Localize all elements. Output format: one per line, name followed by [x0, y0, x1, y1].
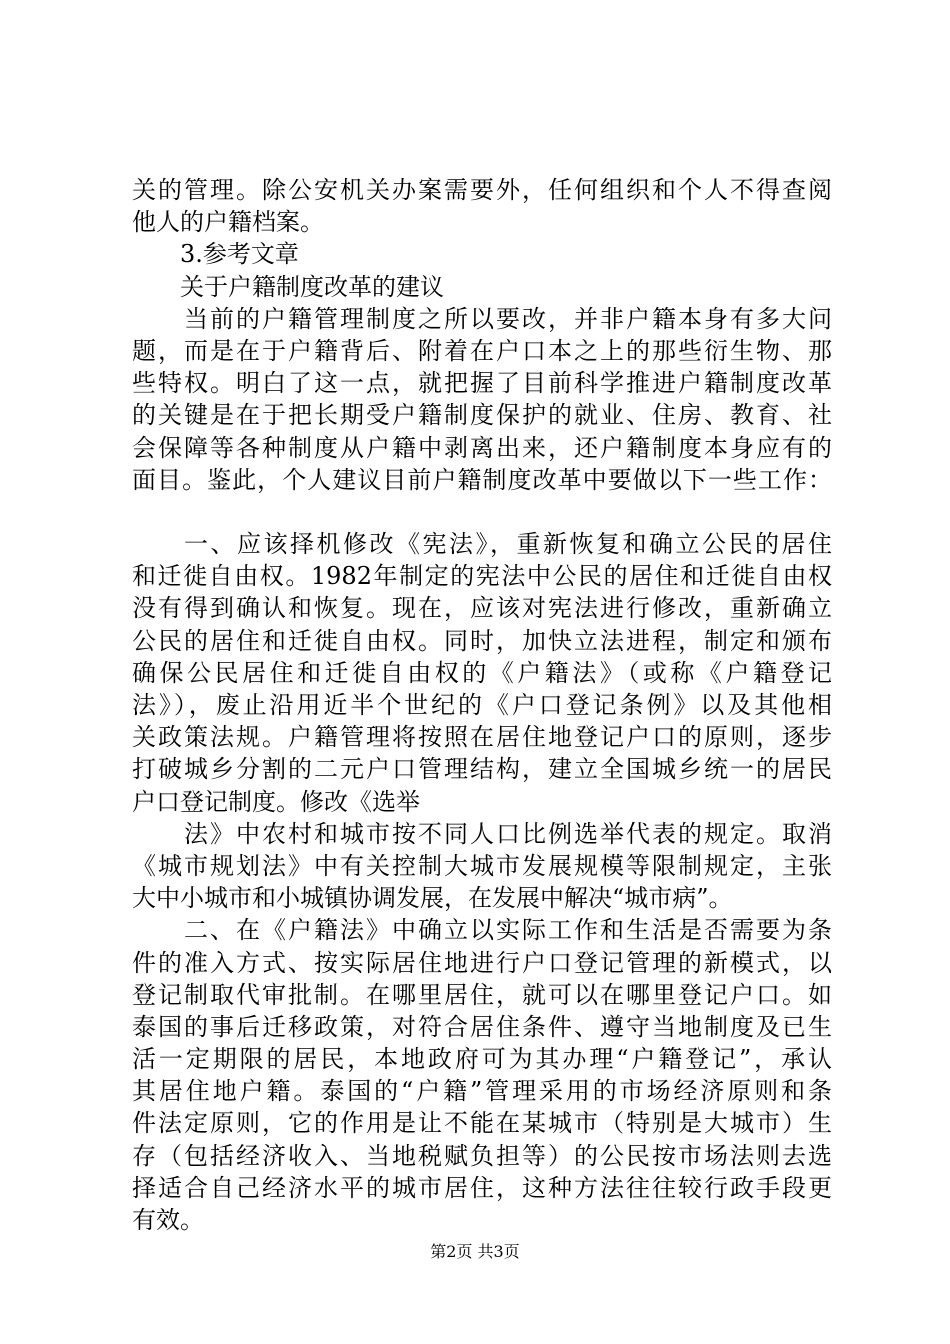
text-line — [132, 496, 832, 528]
text-line: 活一定期限的居民，本地政府可为其办理“户籍登记”，承认 — [132, 1045, 832, 1074]
text-line: 登记制取代审批制。在哪里居住，就可以在哪里登记户口。如 — [132, 980, 832, 1009]
text-line: 有效。 — [132, 1206, 204, 1234]
text-line: 关政策法规。户籍管理将按照在居住地登记户口的原则，逐步 — [132, 723, 832, 752]
text-line: 择适合自己经济水平的城市居住，这种方法往往较行政手段更 — [132, 1173, 832, 1202]
text-line: 他人的户籍档案。 — [132, 208, 324, 237]
text-line: 3.参考文章 — [180, 240, 299, 269]
text-line: 关于户籍制度改革的建议 — [180, 272, 444, 301]
text-line: 存（包括经济收入、当地税赋负担等）的公民按市场法则去选 — [132, 1141, 832, 1170]
text-line: 件的准入方式、按实际居住地进行户口登记管理的新模式，以 — [132, 948, 832, 977]
text-line: 没有得到确认和恢复。现在，应该对宪法进行修改，重新确立 — [132, 594, 832, 623]
text-line: 关的管理。除公安机关办案需要外，任何组织和个人不得查阅 — [132, 176, 832, 204]
text-line: 确保公民居住和迁徙自由权的《户籍法》（或称《户籍登记 — [132, 658, 832, 687]
text-line: 大中小城市和小城镇协调发展，在发展中解决“城市病”。 — [132, 884, 733, 913]
text-line: 些特权。明白了这一点，就把握了目前科学推进户籍制度改革 — [132, 369, 832, 398]
text-line: 当前的户籍管理制度之所以要改，并非户籍本身有多大问 — [184, 304, 832, 333]
text-line: 打破城乡分割的二元户口管理结构，建立全国城乡统一的居民 — [132, 755, 832, 784]
page-footer: 第2页 共3页 — [430, 1242, 520, 1261]
text-line: 其居住地户籍。泰国的“户籍”管理采用的市场经济原则和条 — [132, 1077, 832, 1106]
text-line: 二、在《户籍法》中确立以实际工作和生活是否需要为条 — [184, 916, 832, 945]
text-line: 的关键是在于把长期受户籍制度保护的就业、住房、教育、社 — [132, 401, 832, 430]
text-line: 面目。鉴此，个人建议目前户籍制度改革中要做以下一些工作： — [132, 465, 832, 494]
text-line: 件法定原则，它的作用是让不能在某城市（特别是大城市）生 — [132, 1109, 832, 1138]
text-line: 和迁徙自由权。1982年制定的宪法中公民的居住和迁徙自由权 — [132, 562, 832, 591]
text-line: 法》中农村和城市按不同人口比例选举代表的规定。取消 — [184, 819, 832, 848]
text-line: 题，而是在于户籍背后、附着在户口本之上的那些衍生物、那 — [132, 336, 832, 365]
text-line: 会保障等各种制度从户籍中剥离出来，还户籍制度本身应有的 — [132, 433, 832, 462]
text-line: 《城市规划法》中有关控制大城市发展规模等限制规定，主张 — [132, 851, 832, 880]
document-body — [132, 174, 832, 1236]
text-line: 户口登记制度。修改《选举 — [132, 787, 420, 816]
text-line: 公民的居住和迁徙自由权。同时，加快立法进程，制定和颁布 — [132, 626, 832, 655]
text-line: 一、应该择机修改《宪法》，重新恢复和确立公民的居住 — [184, 530, 832, 559]
text-line: 泰国的事后迁移政策，对符合居住条件、遵守当地制度及已生 — [132, 1012, 832, 1041]
text-line: 法》），废止沿用近半个世纪的《户口登记条例》以及其他相 — [132, 691, 832, 719]
